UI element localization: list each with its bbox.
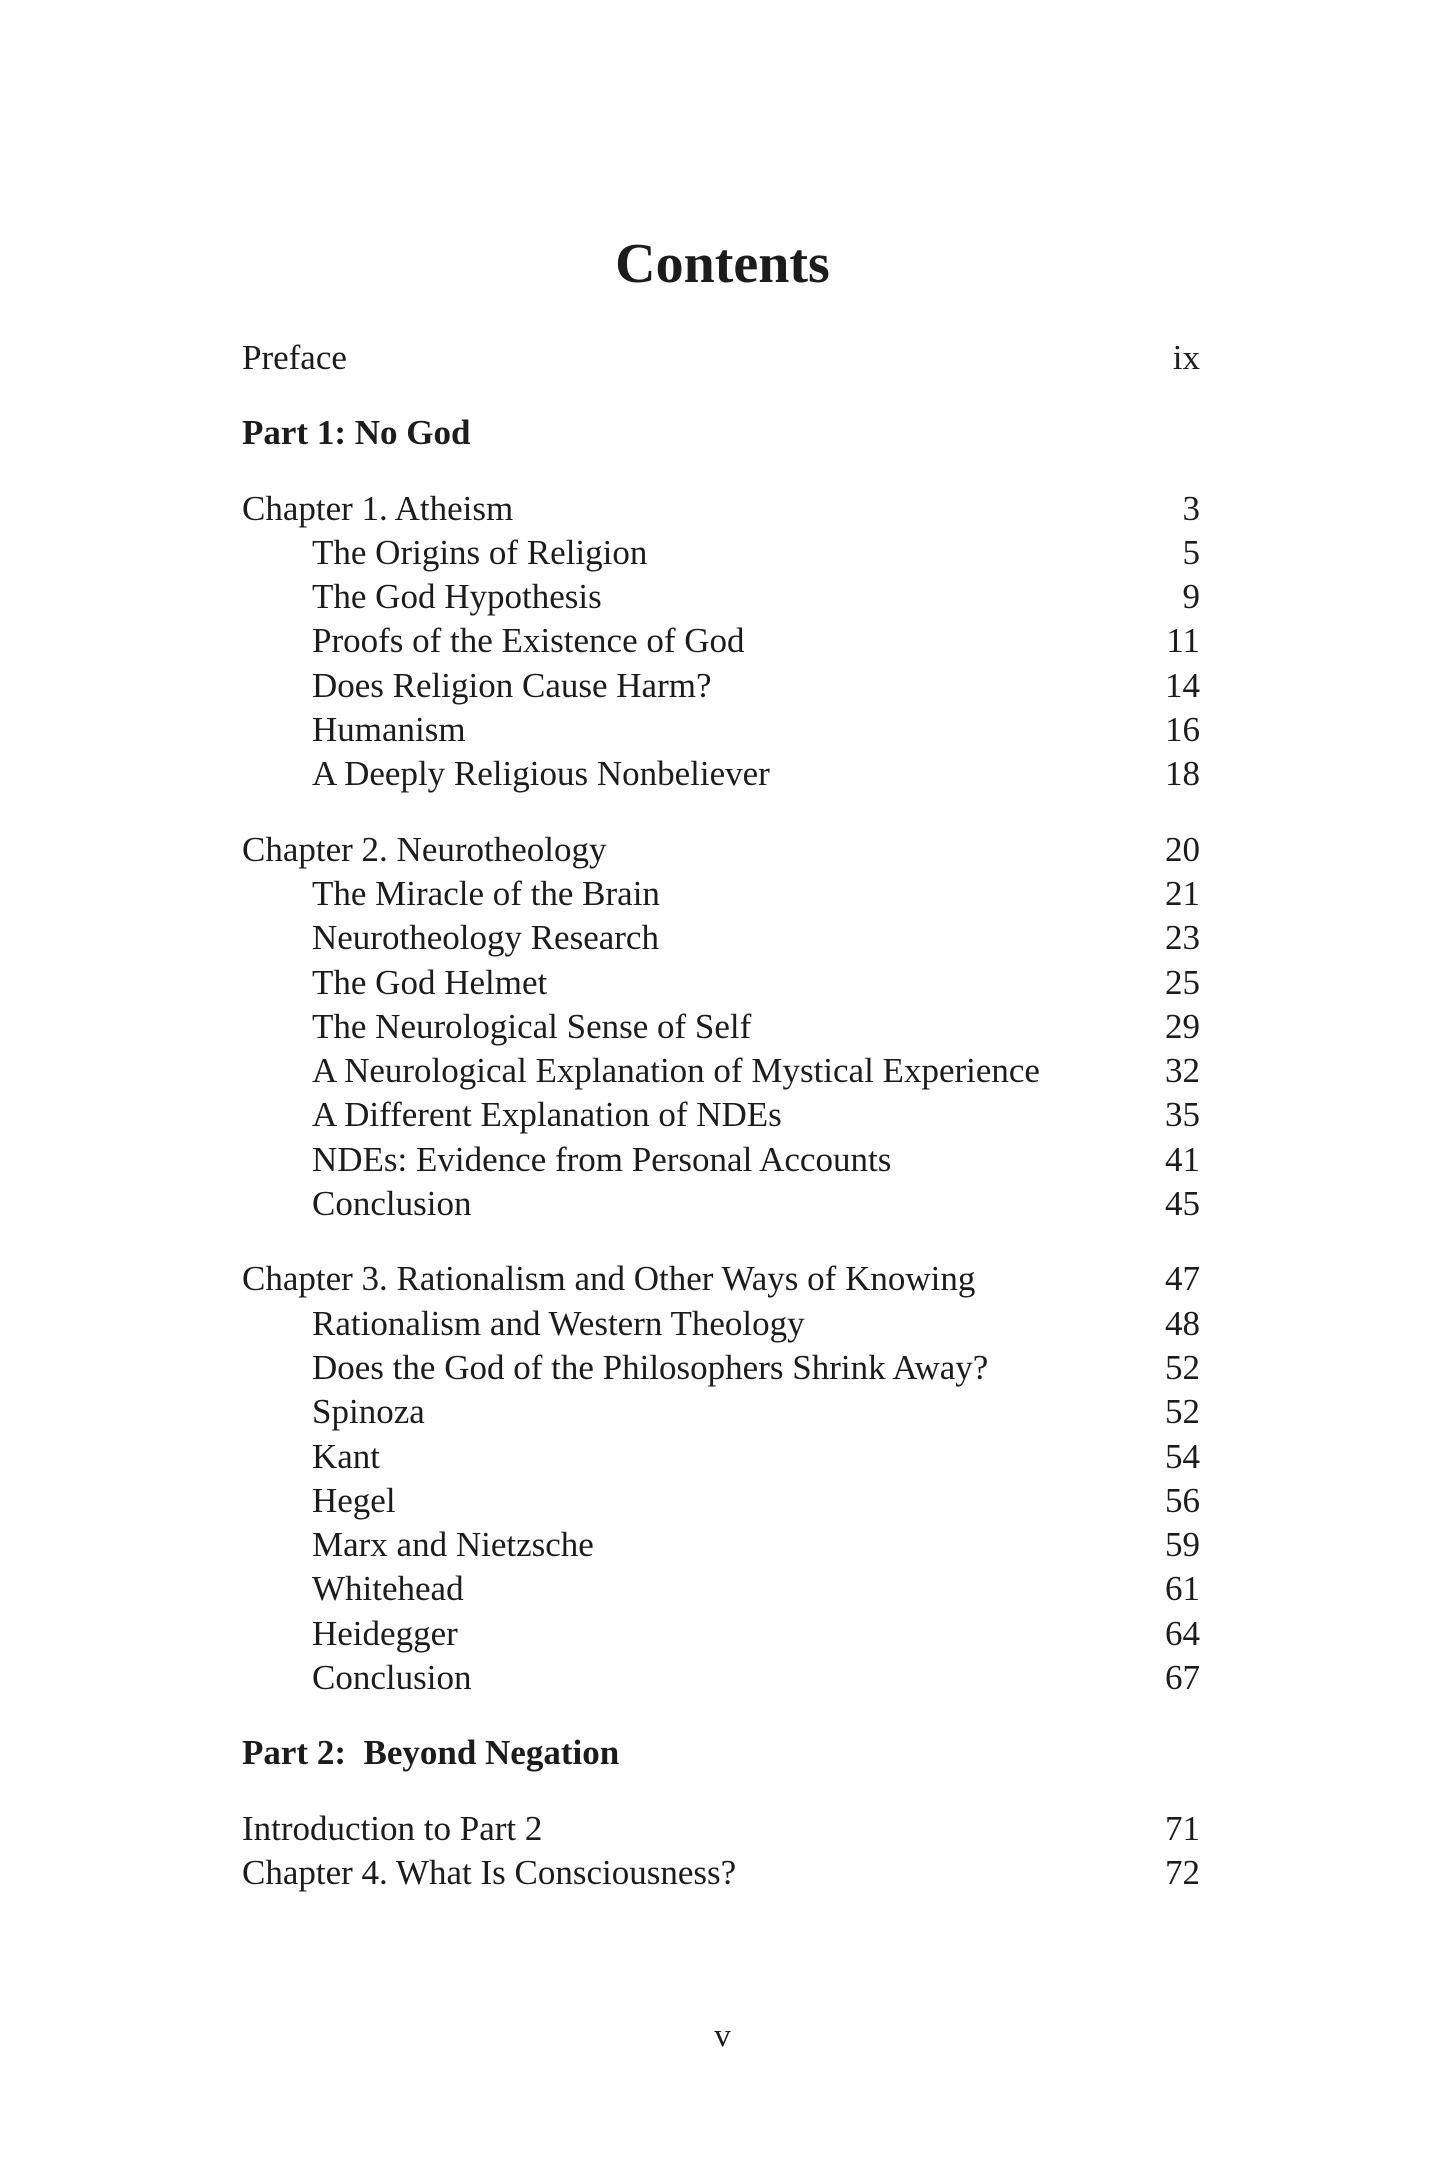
toc-entry-chapter-3 bbox=[242, 1257, 1200, 1301]
toc-entry-page: 35 bbox=[1165, 1095, 1200, 1135]
toc-entry bbox=[242, 575, 1200, 619]
toc-part-label: Part 1: No God bbox=[242, 413, 471, 453]
toc-entry bbox=[242, 916, 1200, 960]
toc-entry-page: 41 bbox=[1165, 1139, 1200, 1179]
toc-entry bbox=[242, 1612, 1200, 1656]
toc-entry-label: Does Religion Cause Harm? bbox=[312, 665, 712, 705]
toc-entry-label: Conclusion bbox=[312, 1658, 472, 1698]
toc-entry-label: NDEs: Evidence from Personal Accounts bbox=[312, 1139, 892, 1179]
toc-entry-label: Proofs of the Existence of God bbox=[312, 621, 745, 661]
toc-entry-label: The Origins of Religion bbox=[312, 532, 648, 572]
toc-entry-label: The Miracle of the Brain bbox=[312, 873, 660, 913]
toc-entry-introduction-part-2 bbox=[242, 1807, 1200, 1851]
toc-entry bbox=[242, 1182, 1200, 1226]
toc-entry-page: 52 bbox=[1165, 1392, 1200, 1432]
toc-entry bbox=[242, 531, 1200, 575]
toc-entry-label: Rationalism and Western Theology bbox=[312, 1303, 805, 1343]
toc-entry-label: The God Hypothesis bbox=[312, 577, 602, 617]
toc-entry-page: 29 bbox=[1165, 1006, 1200, 1046]
toc-entry bbox=[242, 708, 1200, 752]
toc-entry-label: Chapter 1. Atheism bbox=[242, 488, 514, 528]
toc-entry bbox=[242, 1346, 1200, 1390]
toc-entry-page: 11 bbox=[1166, 621, 1200, 661]
toc-entry bbox=[242, 1390, 1200, 1434]
toc-entry-page: 21 bbox=[1165, 873, 1200, 913]
toc-entry-label: Conclusion bbox=[312, 1184, 472, 1224]
page-title: Contents bbox=[615, 233, 830, 295]
toc-entry-page: 23 bbox=[1165, 918, 1200, 958]
toc-entry-page: 47 bbox=[1165, 1259, 1200, 1299]
toc-entry-page: 52 bbox=[1165, 1347, 1200, 1387]
toc-entry-page: 9 bbox=[1182, 577, 1200, 617]
toc-entry-page: ix bbox=[1172, 338, 1200, 377]
toc-entry-label: Kant bbox=[312, 1436, 381, 1476]
toc-entry bbox=[242, 1093, 1200, 1137]
toc-entry bbox=[242, 1479, 1200, 1523]
toc-entry bbox=[242, 1138, 1200, 1182]
toc-entry-page: 61 bbox=[1165, 1569, 1200, 1609]
toc-part-2-heading bbox=[242, 1731, 1200, 1775]
toc-entry-chapter-2 bbox=[242, 828, 1200, 872]
toc-entry-page: 20 bbox=[1165, 829, 1200, 869]
toc-entry-label: Does the God of the Philosophers Shrink Away? bbox=[312, 1347, 989, 1387]
toc-entry-label: Humanism bbox=[312, 710, 466, 750]
toc-entry-label: Introduction to Part 2 bbox=[242, 1808, 543, 1848]
toc-entry-label: Whitehead bbox=[312, 1569, 464, 1609]
toc-entry-page: 67 bbox=[1165, 1658, 1200, 1698]
toc-entry-page: 45 bbox=[1165, 1184, 1200, 1224]
table-of-contents bbox=[242, 336, 1200, 1895]
page-number: v bbox=[714, 2018, 731, 2054]
toc-entry-page: 14 bbox=[1165, 665, 1200, 705]
toc-entry-page: 32 bbox=[1165, 1051, 1200, 1091]
toc-entry bbox=[242, 752, 1200, 796]
toc-entry-page: 64 bbox=[1165, 1613, 1200, 1653]
toc-entry bbox=[242, 664, 1200, 708]
toc-entry-label: Preface bbox=[242, 338, 347, 377]
toc-entry bbox=[242, 961, 1200, 1005]
toc-part-1-heading bbox=[242, 411, 1200, 455]
toc-entry bbox=[242, 1567, 1200, 1611]
toc-entry-label: A Deeply Religious Nonbeliever bbox=[312, 754, 770, 794]
toc-entry-chapter-1 bbox=[242, 487, 1200, 531]
toc-entry-page: 18 bbox=[1165, 754, 1200, 794]
toc-entry-page: 25 bbox=[1165, 962, 1200, 1002]
toc-entry-page: 48 bbox=[1165, 1303, 1200, 1343]
toc-entry-page: 3 bbox=[1182, 488, 1200, 528]
toc-entry-page: 5 bbox=[1182, 532, 1200, 572]
toc-entry-label: Chapter 3. Rationalism and Other Ways of Knowing bbox=[242, 1259, 976, 1299]
toc-entry bbox=[242, 872, 1200, 916]
toc-entry-label: A Different Explanation of NDEs bbox=[312, 1095, 782, 1135]
toc-entry-page: 71 bbox=[1165, 1808, 1200, 1848]
toc-entry bbox=[242, 1005, 1200, 1049]
toc-entry-page: 54 bbox=[1165, 1436, 1200, 1476]
toc-entry-page: 56 bbox=[1165, 1480, 1200, 1520]
toc-entry bbox=[242, 1049, 1200, 1093]
toc-entry-label: Marx and Nietzsche bbox=[312, 1525, 594, 1565]
toc-entry bbox=[242, 619, 1200, 663]
toc-entry bbox=[242, 1523, 1200, 1567]
toc-entry-label: The Neurological Sense of Self bbox=[312, 1006, 752, 1046]
toc-entry-preface bbox=[242, 336, 1200, 380]
toc-entry-label: A Neurological Explanation of Mystical Experience bbox=[312, 1051, 1040, 1091]
toc-entry-page: 59 bbox=[1165, 1525, 1200, 1565]
toc-part-label: Part 2: Beyond Negation bbox=[242, 1733, 620, 1773]
toc-entry bbox=[242, 1656, 1200, 1700]
toc-entry-label: Chapter 4. What Is Consciousness? bbox=[242, 1852, 737, 1892]
toc-entry-chapter-4 bbox=[242, 1851, 1200, 1895]
toc-entry-label: Chapter 2. Neurotheology bbox=[242, 829, 607, 869]
toc-entry-label: Spinoza bbox=[312, 1392, 425, 1432]
toc-entry-label: Heidegger bbox=[312, 1613, 458, 1653]
toc-entry bbox=[242, 1435, 1200, 1479]
toc-entry-page: 72 bbox=[1165, 1852, 1200, 1892]
toc-entry-page: 16 bbox=[1165, 710, 1200, 750]
toc-entry-label: Neurotheology Research bbox=[312, 918, 659, 958]
toc-entry-label: The God Helmet bbox=[312, 962, 548, 1002]
toc-entry bbox=[242, 1302, 1200, 1346]
toc-entry-label: Hegel bbox=[312, 1480, 396, 1520]
